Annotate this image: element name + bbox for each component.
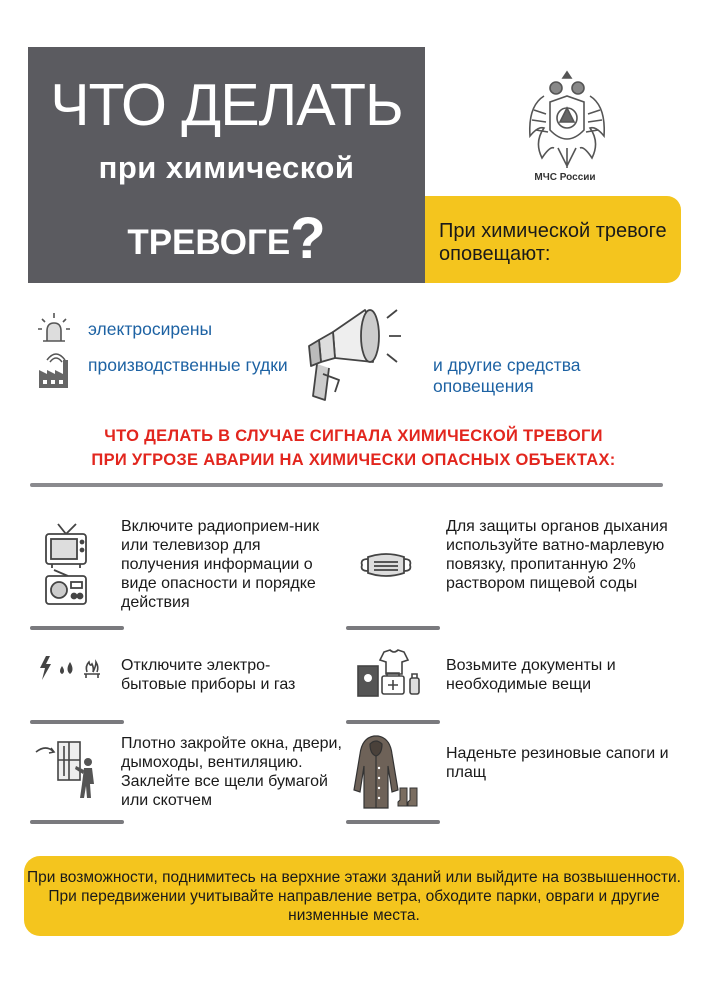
title-word: ТРЕВОГЕ: [127, 223, 291, 262]
alert-sirens-text: электросирены: [88, 319, 213, 339]
mchs-emblem-icon: [524, 66, 610, 176]
alert-horns-text: производственные гудки: [88, 355, 288, 375]
instruction-radio-tv: Включите радиоприем-ник или телевизор для получения информации о виде опасности и порядке действия: [121, 518, 320, 611]
alert-other-text: и другие средства оповещения: [433, 355, 581, 396]
window-close-icon: [34, 738, 100, 800]
title-line-1: ЧТО ДЕЛАТЬ: [50, 72, 403, 138]
instruction-clothing: Наденьте резиновые сапоги и плащ: [446, 745, 669, 781]
instruction-appliances: Отключите электро-бытовые приборы и газ: [121, 657, 296, 693]
megaphone-icon: [295, 302, 405, 414]
main-divider: [30, 483, 663, 487]
divider-right-2: [346, 720, 440, 724]
divider-left-2: [30, 720, 124, 724]
instruction-documents: Возьмите документы и необходимые вещи: [446, 657, 616, 693]
raincoat-boots-icon: [352, 734, 422, 810]
siren-icon: [36, 311, 72, 345]
warning-heading-line-2: ПРИ УГРОЗЕ АВАРИИ НА ХИМИЧЕСКИ ОПАСНЫХ ОБЪЕКТАХ:: [91, 451, 616, 469]
title-panel: [28, 47, 425, 283]
title-question-mark: ?: [290, 206, 326, 271]
appliances-icon: [38, 654, 104, 682]
instruction-breathing: Для защиты органов дыхания используйте ватно-марлевую повязку, пропитанную 2% раствором пищевой соды: [446, 518, 668, 592]
gauze-mask-icon: [360, 551, 412, 579]
documents-icon: [356, 648, 422, 698]
alert-intro-tag: При химической тревоге оповещают:: [425, 196, 681, 283]
warning-heading: [0, 424, 707, 472]
instruction-windows: Плотно закройте окна, двери, дымоходы, вентиляцию. Заклейте все щели бумагой или скотчем: [121, 735, 342, 809]
tv-radio-icon: [42, 522, 92, 608]
title-line-3: [28, 205, 425, 272]
divider-left-1: [30, 626, 124, 630]
emblem-label: МЧС России: [534, 172, 596, 183]
factory-icon: [36, 350, 74, 390]
divider-right-3: [346, 820, 440, 824]
divider-right-1: [346, 626, 440, 630]
divider-left-3: [30, 820, 124, 824]
warning-heading-line-1: ЧТО ДЕЛАТЬ В СЛУЧАЕ СИГНАЛА ХИМИЧЕСКОЙ ТРЕВОГИ: [104, 427, 603, 445]
footer-note: При возможности, поднимитесь на верхние этажи зданий или выйдите на возвышенности. При передвижении учитывайте направление ветра, обходите парки, овраги и другие низменные места.: [24, 856, 684, 936]
title-line-2: при химической: [98, 150, 355, 185]
